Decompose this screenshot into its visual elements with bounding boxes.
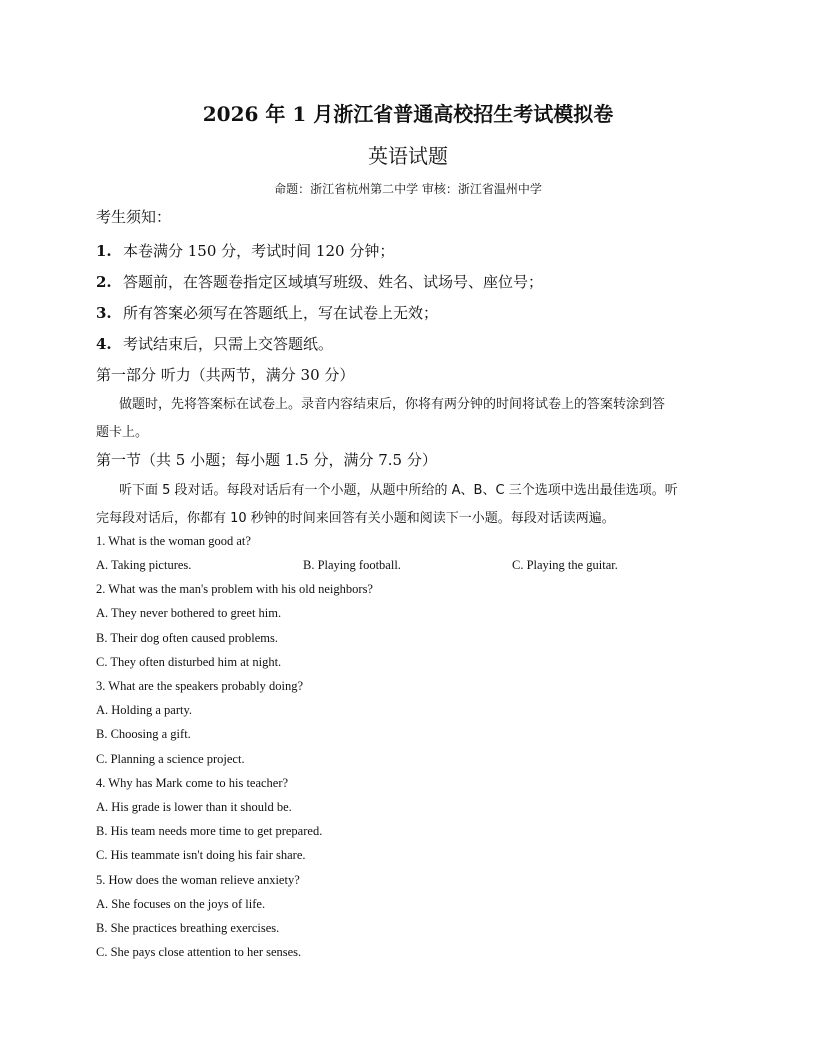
notice-item	[96, 333, 333, 354]
notice-item-number: 1.	[96, 242, 112, 260]
exam-authors: 命题：浙江省杭州第二中学 审核：浙江省温州中学	[274, 182, 542, 196]
question-5: 5. How does the woman relieve anxiety?	[96, 873, 300, 887]
notice-item	[96, 271, 543, 292]
question-4: 4. Why has Mark come to his teacher?	[96, 776, 289, 790]
q1-option-c: C. Playing the guitar.	[512, 558, 618, 572]
q3-option-b: B. Choosing a gift.	[96, 727, 191, 741]
q4-option-c: C. His teammate isn't doing his fair share.	[96, 848, 306, 862]
section1-instruction-line2: 完每段对话后，你都有 10 秒钟的时间来回答有关小题和阅读下一小题。每段对话读两遍。	[96, 511, 615, 526]
q2-option-b: B. Their dog often caused problems.	[96, 631, 279, 645]
notice-item-text: 本卷满分 150 分，考试时间 120 分钟；	[123, 242, 395, 260]
part1-instruction-line1: 做题时，先将答案标在试卷上。录音内容结束后，你将有两分钟的时间将试卷上的答案转涂到答	[119, 397, 666, 412]
q2-option-c: C. They often disturbed him at night.	[96, 655, 282, 669]
q5-option-c: C. She pays close attention to her senses.	[96, 945, 302, 959]
question-3: 3. What are the speakers probably doing?	[96, 679, 303, 693]
q4-option-b: B. His team needs more time to get prepared.	[96, 824, 323, 838]
exam-title: 2026 年 1 月浙江省普通高校招生考试模拟卷	[202, 102, 614, 126]
q1-option-b: B. Playing football.	[303, 558, 401, 572]
notice-item	[96, 240, 394, 261]
part1-heading: 第一部分 听力（共两节，满分 30 分）	[96, 366, 355, 384]
q2-option-a: A. They never bothered to greet him.	[96, 606, 282, 620]
section1-heading: 第一节（共 5 小题；每小题 1.5 分，满分 7.5 分）	[96, 451, 437, 469]
q3-option-a: A. Holding a party.	[96, 703, 193, 717]
q3-option-c: C. Planning a science project.	[96, 752, 245, 766]
notice-item-text: 答题前，在答题卷指定区域填写班级、姓名、试场号、座位号；	[123, 273, 544, 291]
notice-item-number: 4.	[96, 335, 112, 353]
notice-item-number: 3.	[96, 304, 112, 322]
q5-option-b: B. She practices breathing exercises.	[96, 921, 280, 935]
notice-item-text: 所有答案必须写在答题纸上，写在试卷上无效；	[123, 304, 439, 322]
question-1: 1. What is the woman good at?	[96, 534, 251, 548]
notice-heading: 考生须知：	[96, 208, 172, 226]
q4-option-a: A. His grade is lower than it should be.	[96, 800, 292, 814]
notice-item-text: 考试结束后，只需上交答题纸。	[123, 335, 334, 353]
exam-subject: 英语试题	[368, 144, 448, 168]
section1-instruction-line1: 听下面 5 段对话。每段对话后有一个小题，从题中所给的 A、B、C 三个选项中选出最佳选项。听	[119, 483, 678, 498]
part1-instruction-line2: 题卡上。	[96, 425, 149, 440]
question-2: 2. What was the man's problem with his old neighbors?	[96, 582, 373, 596]
q5-option-a: A. She focuses on the joys of life.	[96, 897, 266, 911]
notice-item	[96, 302, 438, 323]
q1-option-a: A. Taking pictures.	[96, 558, 192, 572]
notice-item-number: 2.	[96, 273, 112, 291]
